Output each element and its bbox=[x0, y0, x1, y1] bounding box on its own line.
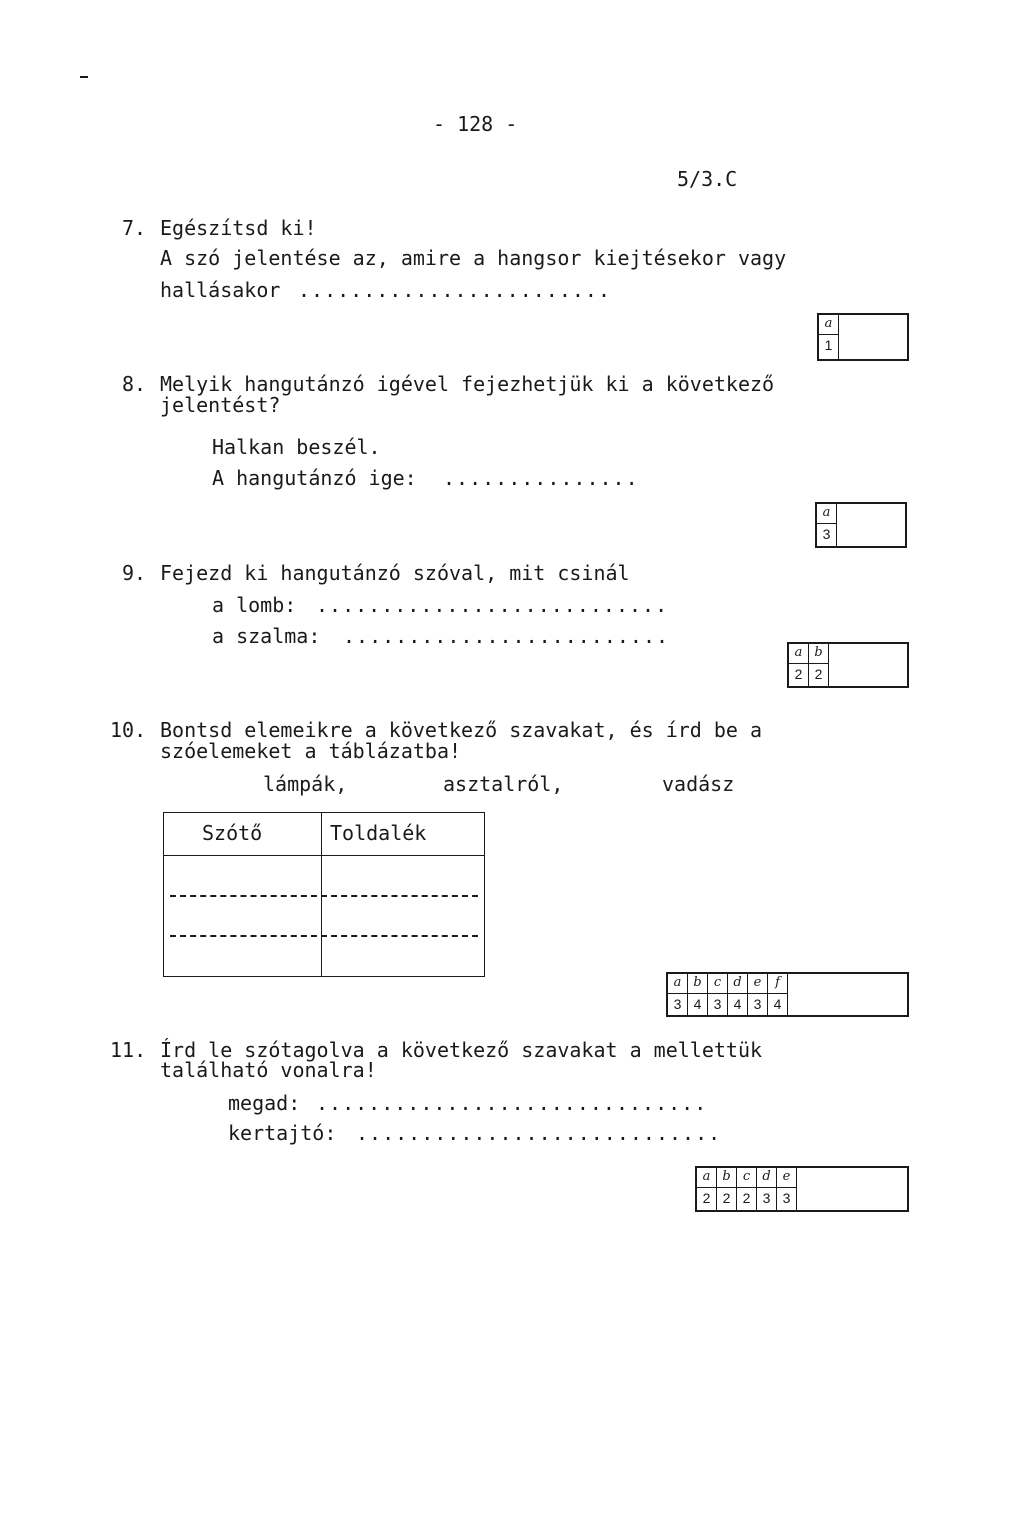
score-label: a bbox=[817, 504, 836, 524]
q9-item2-answer-line[interactable]: ......................... bbox=[343, 624, 670, 648]
word-parts-table bbox=[163, 812, 485, 977]
q8-answer-line[interactable]: ............... bbox=[443, 466, 639, 490]
score-cell bbox=[809, 644, 829, 686]
score-value: 2 bbox=[742, 1190, 751, 1206]
score-label: a bbox=[789, 644, 808, 664]
score-label: f bbox=[768, 974, 787, 994]
table-header-toldalek: Toldalék bbox=[330, 821, 427, 845]
q11-item1: megad: bbox=[228, 1091, 301, 1115]
table-header-szoto: Szótő bbox=[202, 821, 263, 845]
score-label: c bbox=[737, 1168, 756, 1188]
q9-number: 9. bbox=[122, 561, 147, 585]
q7-title: Egészítsd ki! bbox=[160, 216, 317, 240]
score-label: b bbox=[688, 974, 707, 994]
q8-number: 8. bbox=[122, 372, 147, 396]
score-total-cell[interactable] bbox=[788, 974, 907, 1015]
q11-item2: kertajtó: bbox=[228, 1121, 337, 1145]
score-value: 1 bbox=[824, 337, 833, 353]
q8-sentence: Halkan beszél. bbox=[212, 435, 381, 459]
score-value: 2 bbox=[794, 666, 803, 682]
q11-line1: Írd le szótagolva a következő szavakat a mellettük bbox=[160, 1038, 763, 1062]
score-cell bbox=[748, 974, 768, 1015]
q11-item2-answer-line[interactable]: ............................ bbox=[356, 1121, 722, 1145]
q11-item1-answer-line[interactable]: .............................. bbox=[316, 1091, 708, 1115]
q10-word: vadász bbox=[662, 772, 735, 796]
q9-item1-answer-line[interactable]: ........................... bbox=[316, 593, 669, 617]
q10-number: 10. bbox=[110, 718, 147, 742]
q9-line1: Fejezd ki hangutánzó szóval, mit csinál bbox=[160, 561, 630, 585]
q8-answer-label: A hangutánzó ige: bbox=[212, 466, 417, 490]
score-value: 4 bbox=[773, 996, 782, 1012]
score-cell bbox=[697, 1168, 717, 1210]
q11-number: 11. bbox=[110, 1038, 147, 1062]
row-divider-dashed bbox=[170, 935, 478, 937]
q10-word: asztalról, bbox=[443, 772, 564, 796]
q10-score-box bbox=[666, 972, 909, 1017]
q11-line2: található vonalra! bbox=[160, 1058, 377, 1082]
score-label: b bbox=[809, 644, 828, 664]
score-value: 3 bbox=[673, 996, 682, 1012]
score-cell bbox=[737, 1168, 757, 1210]
q7-score-box bbox=[817, 313, 909, 361]
task-code: 5/3.C bbox=[677, 167, 738, 191]
score-value: 3 bbox=[782, 1190, 791, 1206]
score-label: a bbox=[819, 315, 838, 335]
score-cell bbox=[728, 974, 748, 1015]
q7-number: 7. bbox=[122, 216, 147, 240]
q9-score-box bbox=[787, 642, 909, 688]
q8-line1: Melyik hangutánzó igével fejezhetjük ki a következő bbox=[160, 372, 775, 396]
score-total-cell[interactable] bbox=[829, 644, 907, 686]
score-label: c bbox=[708, 974, 727, 994]
score-value: 3 bbox=[753, 996, 762, 1012]
row-divider-dashed bbox=[170, 895, 478, 897]
q7-line1: A szó jelentése az, amire a hangsor kiejtésekor vagy bbox=[160, 246, 787, 270]
score-cell bbox=[717, 1168, 737, 1210]
score-value: 3 bbox=[713, 996, 722, 1012]
corner-mark bbox=[80, 76, 88, 78]
q8-score-box bbox=[815, 502, 907, 548]
score-total-cell[interactable] bbox=[839, 315, 907, 359]
score-cell bbox=[819, 315, 839, 359]
q10-line2: szóelemeket a táblázatba! bbox=[160, 739, 462, 763]
score-value: 3 bbox=[822, 526, 831, 542]
q7-answer-line[interactable]: ........................ bbox=[298, 278, 611, 302]
score-cell bbox=[817, 504, 837, 546]
score-value: 3 bbox=[762, 1190, 771, 1206]
score-value: 4 bbox=[733, 996, 742, 1012]
q7-line2: hallásakor bbox=[160, 278, 281, 302]
score-cell bbox=[768, 974, 788, 1015]
score-value: 2 bbox=[722, 1190, 731, 1206]
score-value: 4 bbox=[693, 996, 702, 1012]
q8-line2: jelentést? bbox=[160, 393, 281, 417]
q9-item1: a lomb: bbox=[212, 593, 297, 617]
score-cell bbox=[789, 644, 809, 686]
score-cell bbox=[777, 1168, 797, 1210]
score-label: a bbox=[668, 974, 687, 994]
q10-word: lámpák, bbox=[263, 772, 348, 796]
score-label: b bbox=[717, 1168, 736, 1188]
score-label: d bbox=[728, 974, 747, 994]
score-cell bbox=[757, 1168, 777, 1210]
q11-score-box bbox=[695, 1166, 909, 1212]
page-number: - 128 - bbox=[433, 112, 518, 136]
score-total-cell[interactable] bbox=[837, 504, 905, 546]
score-label: d bbox=[757, 1168, 776, 1188]
score-label: e bbox=[748, 974, 767, 994]
score-cell bbox=[688, 974, 708, 1015]
score-label: a bbox=[697, 1168, 716, 1188]
score-value: 2 bbox=[814, 666, 823, 682]
score-cell bbox=[668, 974, 688, 1015]
q9-item2: a szalma: bbox=[212, 624, 321, 648]
q10-line1: Bontsd elemeikre a következő szavakat, és írd be a bbox=[160, 718, 763, 742]
score-label: e bbox=[777, 1168, 796, 1188]
score-value: 2 bbox=[702, 1190, 711, 1206]
score-total-cell[interactable] bbox=[797, 1168, 907, 1210]
header-divider bbox=[164, 855, 484, 856]
score-cell bbox=[708, 974, 728, 1015]
